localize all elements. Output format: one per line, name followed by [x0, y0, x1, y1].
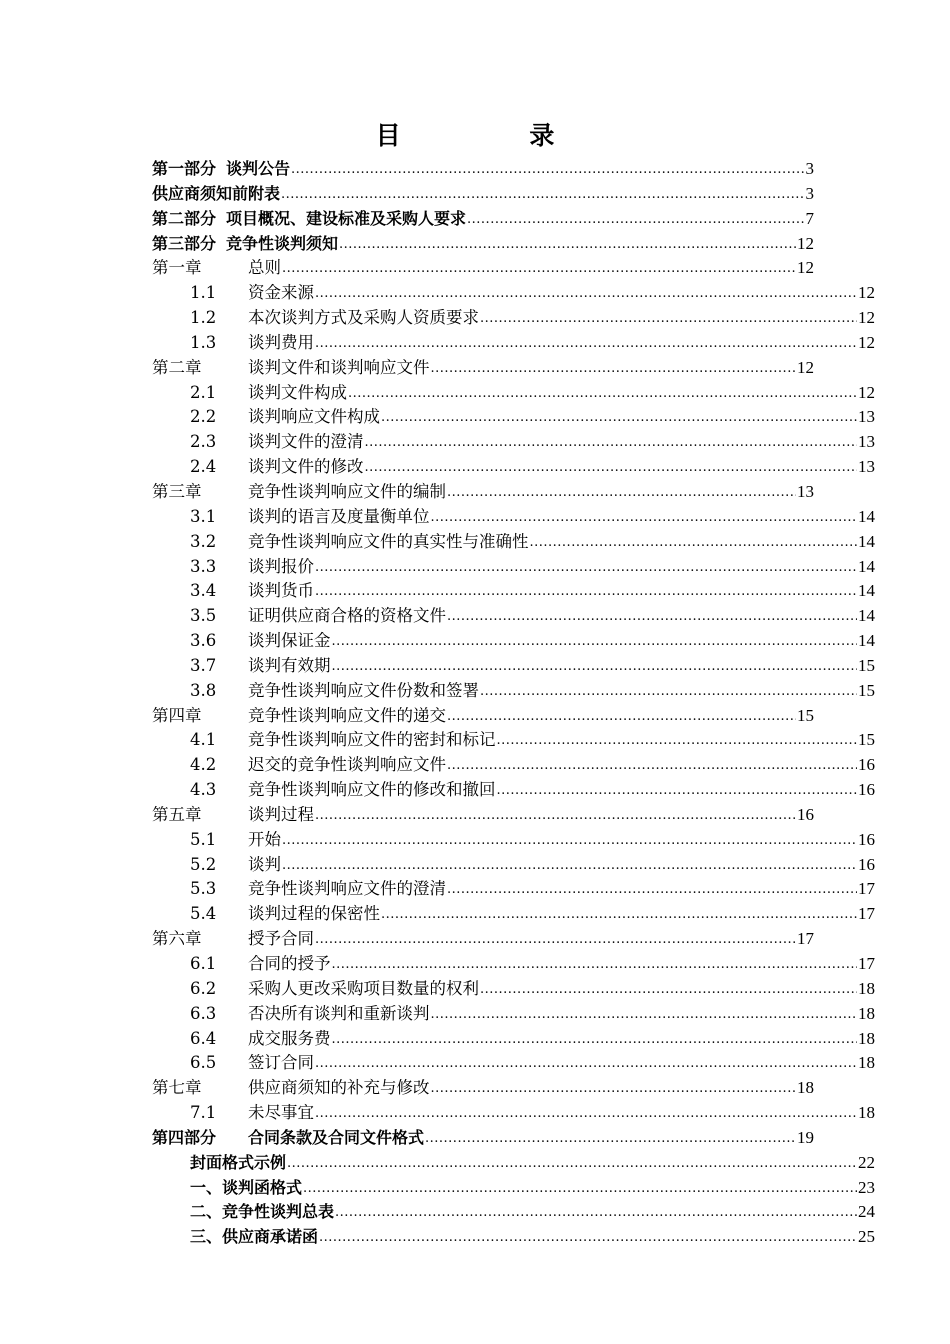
toc-dot-leader	[447, 605, 857, 630]
toc-entry-title: 谈判有效期	[248, 655, 331, 675]
toc-entry-title: 否决所有谈判和重新谈判	[248, 1003, 430, 1023]
toc-entry-number: 4.2	[190, 755, 217, 775]
toc-entry-number: 1.2	[190, 308, 217, 328]
toc-entry-number: 6.4	[190, 1028, 217, 1048]
toc-entry-number: 6.5	[190, 1053, 217, 1073]
toc-entry-title: 迟交的竞争性谈判响应文件	[248, 755, 446, 775]
toc-dot-leader	[447, 754, 857, 779]
toc-entry-title: 合同条款及合同文件格式	[248, 1127, 425, 1147]
toc-entry[interactable]	[152, 778, 875, 803]
toc-entry-page: 18	[858, 1103, 875, 1123]
toc-entry-page: 15	[858, 655, 875, 675]
toc-entry-number: 2.3	[190, 432, 217, 452]
toc-entry-number: 3.4	[190, 581, 217, 601]
toc-entry-page: 24	[858, 1202, 875, 1222]
toc-entry-number: 5.2	[190, 854, 217, 874]
toc-entry-title: 竞争性谈判须知	[226, 233, 339, 253]
toc-entry-number: 3.8	[190, 680, 217, 700]
toc-entry-page: 17	[858, 954, 875, 973]
toc-entry[interactable]	[152, 331, 875, 356]
toc-entry[interactable]	[152, 207, 814, 232]
toc-entry-page: 18	[858, 1028, 875, 1048]
toc-entry-title: 授予合同	[248, 929, 314, 949]
toc-entry[interactable]	[152, 853, 875, 878]
toc-entry[interactable]	[152, 679, 875, 704]
toc-entry-number: 2.4	[190, 457, 217, 477]
toc-title: 目 录	[375, 121, 615, 150]
toc-entry-page: 12	[797, 357, 814, 377]
toc-entry-page: 15	[797, 705, 814, 725]
toc-entry-title: 封面格式示例	[190, 1152, 287, 1172]
toc-entry-page: 12	[858, 382, 875, 402]
toc-dot-leader	[332, 1028, 858, 1053]
toc-dot-leader	[381, 406, 857, 431]
toc-dot-leader	[332, 630, 858, 655]
toc-entry[interactable]	[152, 753, 875, 778]
toc-dot-leader	[447, 481, 796, 506]
toc-entry-title: 合同的授予	[248, 954, 331, 973]
toc-entry[interactable]	[152, 952, 875, 977]
toc-entry-title: 竞争性谈判响应文件的真实性与准确性	[248, 531, 529, 551]
toc-entry-page: 12	[858, 332, 875, 352]
toc-entry-number: 3.7	[190, 655, 217, 675]
toc-dot-leader	[315, 332, 857, 357]
toc-dot-leader	[365, 456, 858, 481]
toc-dot-leader	[287, 1152, 857, 1177]
toc-entry-page: 12	[858, 308, 875, 328]
toc-entry-number: 3.1	[190, 506, 217, 526]
toc-dot-leader	[335, 1201, 857, 1226]
toc-entry-title: 开始	[248, 829, 281, 849]
toc-entry-page: 13	[797, 481, 814, 501]
toc-entry-title: 竞争性谈判响应文件份数和签署	[248, 680, 479, 700]
toc-dot-leader	[315, 1052, 857, 1077]
toc-dot-leader	[431, 1077, 797, 1102]
toc-dot-leader	[315, 1102, 857, 1127]
toc-entry-page: 18	[858, 1003, 875, 1023]
toc-entry-page: 13	[858, 457, 875, 477]
toc-entry-number: 第三部分	[152, 233, 217, 253]
toc-entry-page: 14	[858, 506, 875, 526]
toc-entry-page: 14	[858, 556, 875, 576]
toc-entry-number: 第二章	[152, 357, 202, 377]
toc-entry-title: 谈判的语言及度量衡单位	[248, 506, 430, 526]
toc-dot-leader	[447, 705, 796, 730]
toc-entry[interactable]	[152, 306, 875, 331]
toc-entry-number: 第一章	[152, 258, 202, 278]
toc-entry[interactable]	[152, 728, 875, 753]
toc-entry[interactable]	[152, 232, 814, 257]
toc-entry-page: 17	[858, 879, 875, 899]
toc-entry-page: 3	[805, 183, 814, 203]
toc-entry[interactable]	[152, 654, 875, 679]
toc-entry[interactable]	[152, 604, 875, 629]
toc-entry-page: 17	[797, 929, 814, 949]
toc-entry-title: 竞争性谈判响应文件的编制	[248, 481, 446, 501]
toc-dot-leader	[431, 357, 797, 382]
toc-dot-leader	[497, 729, 858, 754]
toc-entry[interactable]	[152, 1176, 875, 1201]
toc-dot-leader	[282, 829, 857, 854]
toc-dot-leader	[315, 556, 857, 581]
toc-entry-number: 2.1	[190, 382, 217, 402]
toc-entry-title: 谈判报价	[248, 556, 314, 576]
toc-entry-title: 一、谈判函格式	[190, 1177, 303, 1197]
toc-entry-title: 谈判货币	[248, 581, 314, 601]
toc-entry-title: 供应商须知的补充与修改	[248, 1078, 430, 1098]
toc-entry[interactable]	[152, 480, 814, 505]
toc-entry[interactable]	[152, 381, 875, 406]
toc-entry-title: 二、竞争性谈判总表	[190, 1202, 335, 1222]
toc-dot-leader	[480, 307, 857, 332]
toc-entry[interactable]	[152, 828, 875, 853]
toc-dot-leader	[281, 183, 804, 208]
toc-entry[interactable]	[152, 1200, 875, 1225]
toc-entry[interactable]	[152, 182, 814, 207]
toc-entry-page: 16	[858, 829, 875, 849]
toc-entry[interactable]	[152, 455, 875, 480]
toc-entry-title: 证明供应商合格的资格文件	[248, 606, 446, 626]
toc-entry[interactable]	[152, 927, 814, 952]
toc-entry[interactable]	[152, 1101, 875, 1126]
toc-entry[interactable]	[152, 1027, 875, 1052]
toc-dot-leader	[319, 1226, 857, 1251]
toc-dot-leader	[282, 854, 857, 879]
toc-entry-number: 4.1	[190, 730, 217, 750]
toc-dot-leader	[497, 779, 858, 804]
toc-entry[interactable]	[152, 579, 875, 604]
toc-entry-title: 谈判过程的保密性	[248, 904, 380, 924]
toc-entry[interactable]	[152, 157, 814, 182]
toc-entry-page: 18	[797, 1078, 814, 1098]
toc-entry-number: 5.1	[190, 829, 217, 849]
toc-dot-leader	[480, 978, 857, 1003]
toc-entry-page: 15	[858, 680, 875, 700]
toc-entry-number: 第三章	[152, 481, 202, 501]
toc-entry-page: 25	[858, 1227, 875, 1247]
toc-dot-leader	[431, 506, 858, 531]
toc-entry-page: 12	[797, 258, 814, 278]
toc-entry-page: 3	[805, 159, 814, 178]
toc-entry-title: 谈判文件的澄清	[248, 432, 364, 452]
toc-entry-title: 竞争性谈判响应文件的修改和撤回	[248, 780, 496, 800]
toc-entry-title: 未尽事宜	[248, 1103, 314, 1123]
toc-entry-page: 12	[797, 233, 814, 253]
toc-entry-number: 6.2	[190, 978, 217, 998]
toc-entry-title: 谈判保证金	[248, 631, 331, 651]
toc-entry[interactable]	[152, 405, 875, 430]
toc-dot-leader	[315, 928, 796, 953]
toc-entry-title: 供应商须知前附表	[152, 183, 281, 203]
toc-entry-title: 资金来源	[248, 283, 314, 303]
toc-entry[interactable]	[152, 1151, 875, 1176]
toc-dot-leader	[425, 1127, 796, 1152]
toc-entry-title: 三、供应商承诺函	[190, 1227, 319, 1247]
toc-entry[interactable]	[152, 530, 875, 555]
toc-dot-leader	[365, 431, 858, 456]
toc-entry-number: 第一部分	[152, 159, 217, 178]
toc-entry-number: 3.3	[190, 556, 217, 576]
toc-entry-title: 成交服务费	[248, 1028, 331, 1048]
toc-entry-number: 3.5	[190, 606, 217, 626]
toc-entry-title: 谈判过程	[248, 804, 314, 824]
toc-entry-page: 16	[797, 804, 814, 824]
toc-dot-leader	[282, 257, 796, 282]
toc-entry-title: 谈判文件的修改	[248, 457, 364, 477]
toc-entry-page: 18	[858, 978, 875, 998]
toc-entry-number: 6.3	[190, 1003, 217, 1023]
toc-entry[interactable]	[152, 1051, 875, 1076]
toc-entry-page: 15	[858, 730, 875, 750]
toc-entry-number: 5.4	[190, 904, 217, 924]
toc-entry-page: 13	[858, 407, 875, 427]
toc-entry-page: 14	[858, 631, 875, 651]
toc-entry-title: 项目概况、建设标准及采购人要求	[226, 208, 467, 228]
toc-entry[interactable]	[152, 629, 875, 654]
toc-dot-leader	[530, 531, 858, 556]
toc-entry-title: 总则	[248, 258, 281, 278]
toc-entry-page: 7	[805, 208, 814, 228]
toc-entry-page: 13	[858, 432, 875, 452]
toc-dot-leader	[315, 804, 796, 829]
toc-entry[interactable]	[152, 1076, 814, 1101]
toc-entry-page: 16	[858, 854, 875, 874]
toc-entry-title: 谈判响应文件构成	[248, 407, 380, 427]
toc-entry-number: 第六章	[152, 929, 202, 949]
toc-entry-title: 谈判文件构成	[248, 382, 347, 402]
toc-entry[interactable]	[152, 505, 875, 530]
toc-entry-title: 谈判文件和谈判响应文件	[248, 357, 430, 377]
toc-entry-number: 第二部分	[152, 208, 217, 228]
toc-dot-leader	[315, 282, 857, 307]
toc-entry-number: 5.3	[190, 879, 217, 899]
toc-dot-leader	[348, 382, 857, 407]
toc-entry-title: 竞争性谈判响应文件的递交	[248, 705, 446, 725]
toc-entry-title: 本次谈判方式及采购人资质要求	[248, 308, 479, 328]
toc-entry-title: 竞争性谈判响应文件的澄清	[248, 879, 446, 899]
toc-entry-number: 7.1	[190, 1103, 217, 1123]
toc-entry[interactable]	[152, 877, 875, 902]
toc-entry-title: 谈判费用	[248, 332, 314, 352]
toc-entry-title: 采购人更改采购项目数量的权利	[248, 978, 479, 998]
toc-entry-title: 签订合同	[248, 1053, 314, 1073]
toc-entry-page: 23	[858, 1177, 875, 1197]
toc-entry-number: 2.2	[190, 407, 217, 427]
toc-entry-number: 1.3	[190, 332, 217, 352]
toc-entry-page: 19	[797, 1127, 814, 1147]
toc-entry-page: 12	[858, 283, 875, 303]
toc-entry-number: 第四章	[152, 705, 202, 725]
toc-dot-leader	[447, 878, 857, 903]
toc-entry-page: 14	[858, 606, 875, 626]
toc-dot-leader	[332, 953, 858, 978]
toc-entry[interactable]	[152, 1225, 875, 1250]
toc-entry-number: 3.2	[190, 531, 217, 551]
toc-entry-page: 14	[858, 581, 875, 601]
toc-entry-number: 第七章	[152, 1078, 202, 1098]
toc-entry[interactable]	[152, 1002, 875, 1027]
toc-dot-leader	[315, 580, 857, 605]
toc-entry-title: 谈判	[248, 854, 281, 874]
toc-entry[interactable]	[152, 803, 814, 828]
toc-entry-number: 3.6	[190, 631, 217, 651]
toc-entry[interactable]	[152, 430, 875, 455]
toc-entry-number: 第五章	[152, 804, 202, 824]
toc-dot-leader	[303, 1177, 857, 1202]
toc-entry-number: 第四部分	[152, 1127, 217, 1147]
toc-entry[interactable]	[152, 902, 875, 927]
toc-dot-leader	[480, 680, 857, 705]
toc-entry[interactable]	[152, 555, 875, 580]
toc-entry-page: 22	[858, 1152, 875, 1172]
toc-dot-leader	[431, 1003, 858, 1028]
toc-entry[interactable]	[152, 977, 875, 1002]
toc-entry-page: 18	[858, 1053, 875, 1073]
toc-entry-page: 17	[858, 904, 875, 924]
toc-entry-page: 16	[858, 780, 875, 800]
toc-dot-leader	[467, 208, 804, 233]
toc-entry[interactable]	[152, 1126, 814, 1151]
toc-entry-page: 14	[858, 531, 875, 551]
toc-entry-page: 16	[858, 755, 875, 775]
toc-dot-leader	[332, 655, 858, 680]
toc-entry[interactable]	[152, 704, 814, 729]
toc-entry[interactable]	[152, 281, 875, 306]
toc-dot-leader	[381, 903, 857, 928]
toc-entry[interactable]	[152, 256, 814, 281]
toc-entry-number: 1.1	[190, 283, 217, 303]
toc-entry-number: 4.3	[190, 780, 217, 800]
toc-entry-number: 6.1	[190, 954, 217, 973]
toc-list	[152, 157, 875, 1250]
toc-entry[interactable]	[152, 356, 814, 381]
toc-dot-leader	[291, 158, 804, 183]
toc-entry-title: 谈判公告	[226, 159, 291, 178]
toc-entry-title: 竞争性谈判响应文件的密封和标记	[248, 730, 496, 750]
toc-dot-leader	[339, 233, 796, 258]
